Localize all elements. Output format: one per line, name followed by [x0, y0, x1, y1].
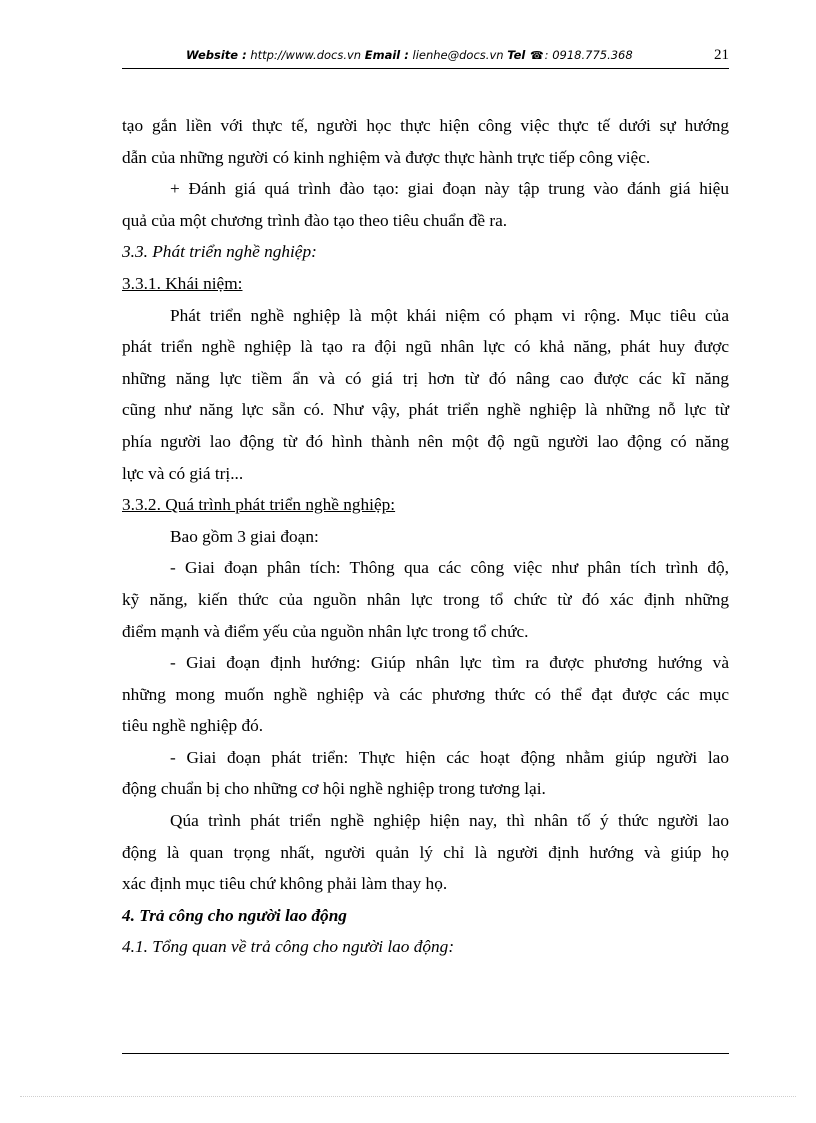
text-line: - Giai đoạn định hướng: Giúp nhân lực tìm ra được phương hướng và — [170, 653, 729, 673]
text-line: - Giai đoạn phân tích: Thông qua các công việc như phân tích trình độ, — [170, 558, 729, 578]
text-line: lực và có giá trị... — [122, 463, 244, 483]
tel-label: Tel — [507, 48, 526, 62]
phone-icon: ☎ — [529, 49, 544, 62]
website-url[interactable]: http://www.docs.vn — [250, 48, 362, 62]
text-line: Bao gồm 3 giai đoạn: — [170, 526, 319, 546]
text-line: kỹ năng, kiến thức của nguồn nhân lực trong tổ chức từ đó xác định những — [122, 589, 729, 609]
page-bottom-border — [20, 1096, 796, 1097]
page-header — [122, 46, 729, 69]
text-line: quả của một chương trình đào tạo theo tiêu chuẩn đề ra. — [122, 210, 508, 230]
text-line: + Đánh giá quá trình đào tạo: giai đoạn này tập trung vào đánh giá hiệu — [170, 179, 729, 199]
text-line: - Giai đoạn phát triển: Thực hiện các hoạt động nhằm giúp người lao — [170, 747, 729, 767]
email-label: Email : — [364, 48, 409, 62]
section-heading-4-1: 4.1. Tổng quan về trả công cho người lao động: — [122, 937, 455, 957]
subheading-3-3-2: 3.3.2. Quá trình phát triển nghề nghiệp: — [122, 495, 396, 515]
website-label: Website : — [186, 48, 247, 62]
text-line: cũng như năng lực sẵn có. Như vậy, phát triển nghề nghiệp là những nỗ lực từ — [122, 400, 729, 420]
email-value[interactable]: lienhe@docs.vn — [412, 48, 504, 62]
text-line: những mong muốn nghề nghiệp và các phương thức có thể đạt được các mục — [122, 684, 729, 704]
text-line: động chuẩn bị cho những cơ hội nghề nghiệp trong tương lại. — [122, 779, 546, 799]
text-line: tiêu nghề nghiệp đó. — [122, 716, 264, 736]
subheading-3-3-1: 3.3.1. Khái niệm: — [122, 273, 243, 293]
text-line: phát triển nghề nghiệp là tạo ra đội ngũ nhân lực có khả năng, phát huy được — [122, 337, 729, 357]
text-line: những năng lực tiềm ẩn và có giá trị hơn từ đó nâng cao được các kĩ năng — [122, 368, 729, 388]
text-line: động là quan trọng nhất, người quản lý chỉ là người định hướng và giúp họ — [122, 842, 729, 862]
section-heading-3-3: 3.3. Phát triển nghề nghiệp: — [122, 242, 317, 262]
section-heading-4: 4. Trả công cho người lao động — [122, 905, 347, 925]
page-number: 21 — [714, 47, 729, 63]
text-line: Qúa trình phát triển nghề nghiệp hiện nay, thì nhân tố ý thức người lao — [170, 811, 729, 831]
footer-rule — [122, 1053, 729, 1054]
document-body — [122, 110, 729, 963]
header-contact-line — [186, 48, 633, 62]
text-line: dẫn của những người có kinh nghiệm và được thực hành trực tiếp công việc. — [122, 147, 651, 167]
text-line: phía người lao động từ đó hình thành nên một độ ngũ người lao động có năng — [122, 431, 729, 451]
text-line: xác định mục tiêu chứ không phải làm thay họ. — [122, 874, 448, 894]
tel-value: : 0918.775.368 — [544, 48, 633, 62]
text-line: Phát triển nghề nghiệp là một khái niệm có phạm vi rộng. Mục tiêu của — [170, 305, 729, 325]
text-line: điểm mạnh và điểm yếu của nguồn nhân lực trong tổ chức. — [122, 621, 529, 641]
text-line: tạo gắn liền với thực tế, người học thực hiện công việc thực tế dưới sự hướng — [122, 116, 729, 135]
